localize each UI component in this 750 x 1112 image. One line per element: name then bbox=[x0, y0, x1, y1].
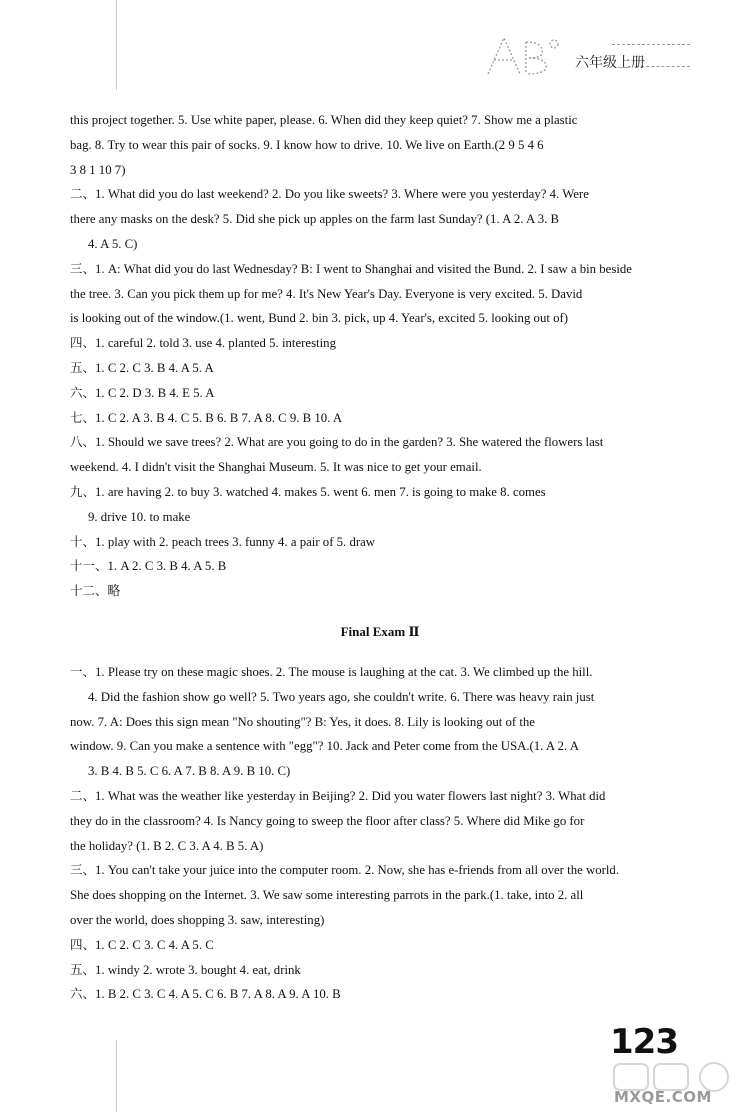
answer-line bbox=[70, 207, 690, 232]
section-number: 十、 bbox=[70, 533, 96, 549]
answer-line bbox=[70, 554, 690, 579]
section-number: 四、 bbox=[70, 936, 96, 952]
section-number: 二、 bbox=[70, 787, 96, 803]
answer-text: over the world, does shopping 3. saw, interesting) bbox=[70, 912, 325, 927]
answer-text: they do in the classroom? 4. Is Nancy going to sweep the floor after class? 5. Where did Mike go for bbox=[70, 813, 585, 828]
answer-text: 1. What did you do last weekend? 2. Do you like sweets? 3. Where were you yesterday? 4. Were bbox=[95, 187, 589, 202]
section-number: 四、 bbox=[70, 335, 96, 351]
answer-line bbox=[70, 710, 690, 735]
section-number: 五、 bbox=[70, 961, 96, 977]
answer-line bbox=[70, 406, 690, 431]
section-number: 三、 bbox=[70, 862, 96, 878]
answer-text: 1. What was the weather like yesterday in Beijing? 2. Did you water flowers last night? 3. What did bbox=[95, 788, 606, 803]
answer-line bbox=[70, 306, 690, 331]
watermark-text: MXQE.COM bbox=[614, 1088, 712, 1106]
answer-text: the tree. 3. Can you pick them up for me? 4. It's New Year's Day. Everyone is very excited. 5. David bbox=[70, 286, 583, 301]
answer-line bbox=[70, 381, 690, 406]
answer-line bbox=[70, 579, 690, 604]
answer-line bbox=[70, 809, 690, 834]
answer-content bbox=[70, 108, 690, 1007]
answer-text: now. 7. A: Does this sign mean "No shouting"? B: Yes, it does. 8. Lily is looking out of the bbox=[70, 714, 535, 729]
answer-text: is looking out of the window.(1. went, Bund 2. bin 3. pick, up 4. Year's, excited 5. looking out of) bbox=[70, 311, 569, 326]
answer-line bbox=[70, 660, 690, 685]
answer-text: 9. drive 10. to make bbox=[88, 509, 191, 524]
answer-line bbox=[70, 759, 690, 784]
answer-text: 1. windy 2. wrote 3. bought 4. eat, drink bbox=[95, 962, 301, 977]
answer-line bbox=[70, 430, 690, 455]
answer-line bbox=[70, 933, 690, 958]
answer-line bbox=[70, 182, 690, 207]
answer-line bbox=[70, 883, 690, 908]
answer-text: 1. careful 2. told 3. use 4. planted 5. interesting bbox=[95, 336, 336, 351]
section-number: 六、 bbox=[70, 384, 96, 400]
answer-line bbox=[70, 480, 690, 505]
answer-line bbox=[70, 505, 690, 530]
answer-line bbox=[70, 331, 690, 356]
answer-line bbox=[70, 282, 690, 307]
section-number: 一、 bbox=[70, 663, 96, 679]
answer-line bbox=[70, 834, 690, 859]
answer-line bbox=[70, 257, 690, 282]
answer-text: 1. C 2. C 3. B 4. A 5. A bbox=[95, 360, 214, 375]
answer-line bbox=[70, 685, 690, 710]
binding-line-top bbox=[116, 0, 117, 90]
answer-text: 4. Did the fashion show go well? 5. Two years ago, she couldn't write. 6. There was heavy rain just bbox=[88, 689, 595, 704]
answer-text: 1. C 2. A 3. B 4. C 5. B 6. B 7. A 8. C 9. B 10. A bbox=[95, 410, 343, 425]
answer-line bbox=[70, 108, 690, 133]
answer-text: She does shopping on the Internet. 3. We saw some interesting parrots in the park.(1. take, into 2. all bbox=[70, 888, 584, 903]
answer-text: 1. Please try on these magic shoes. 2. The mouse is laughing at the cat. 3. We climbed up the hill. bbox=[95, 664, 593, 679]
section-number: 五、 bbox=[70, 359, 96, 375]
answer-line bbox=[70, 158, 690, 183]
section-number: 三、 bbox=[70, 260, 96, 276]
answer-text: 1. A: What did you do last Wednesday? B: I went to Shanghai and visited the Bund. 2. I saw a bin beside bbox=[95, 261, 632, 276]
answer-text: 4. A 5. C) bbox=[88, 236, 138, 251]
answer-text: 1. A 2. C 3. B 4. A 5. B bbox=[107, 559, 227, 574]
answer-line bbox=[70, 784, 690, 809]
answer-block-part1 bbox=[70, 108, 690, 604]
section-number: 十二、 bbox=[70, 583, 108, 599]
book-logo-icon bbox=[482, 30, 572, 80]
answer-line bbox=[70, 232, 690, 257]
answer-text: 3 8 1 10 7) bbox=[70, 162, 126, 177]
answer-line bbox=[70, 530, 690, 555]
answer-line bbox=[70, 908, 690, 933]
answer-text: window. 9. Can you make a sentence with "egg"? 10. Jack and Peter come from the USA.(1. A 2. A bbox=[70, 739, 579, 754]
binding-line-bottom bbox=[116, 1040, 117, 1112]
grade-label: 六年级上册 bbox=[575, 55, 645, 71]
answer-text: 3. B 4. B 5. C 6. A 7. B 8. A 9. B 10. C) bbox=[88, 764, 291, 779]
answer-text: 1. C 2. C 3. C 4. A 5. C bbox=[95, 937, 214, 952]
section-number: 八、 bbox=[70, 434, 96, 450]
answer-line bbox=[70, 734, 690, 759]
answer-text: 1. You can't take your juice into the computer room. 2. Now, she has e-friends from all over the world. bbox=[95, 863, 620, 878]
section-number: 六、 bbox=[70, 986, 96, 1002]
answer-line bbox=[70, 133, 690, 158]
answer-text: 略 bbox=[107, 584, 121, 599]
answer-text: there any masks on the desk? 5. Did she pick up apples on the farm last Sunday? (1. A 2. A 3. B bbox=[70, 212, 560, 227]
page-number: 123 bbox=[610, 1022, 678, 1062]
answer-line bbox=[70, 982, 690, 1007]
header-rule-top bbox=[612, 44, 690, 45]
answer-text: 1. are having 2. to buy 3. watched 4. makes 5. went 6. men 7. is going to make 8. comes bbox=[95, 484, 546, 499]
answer-text: weekend. 4. I didn't visit the Shanghai Museum. 5. It was nice to get your email. bbox=[70, 460, 482, 475]
section-number: 七、 bbox=[70, 409, 96, 425]
answer-text: 1. C 2. D 3. B 4. E 5. A bbox=[95, 385, 215, 400]
answer-text: 1. B 2. C 3. C 4. A 5. C 6. B 7. A 8. A 9. A 10. B bbox=[95, 987, 341, 1002]
answer-text: this project together. 5. Use white paper, please. 6. When did they keep quiet? 7. Show me a plastic bbox=[70, 113, 578, 127]
answer-line bbox=[70, 356, 690, 381]
answer-line bbox=[70, 455, 690, 480]
answer-text: the holiday? (1. B 2. C 3. A 4. B 5. A) bbox=[70, 838, 264, 853]
answer-text: 1. Should we save trees? 2. What are you going to do in the garden? 3. She watered the flowers last bbox=[95, 435, 604, 450]
answer-block-part2 bbox=[70, 660, 690, 1007]
section-number: 二、 bbox=[70, 186, 96, 202]
section-number: 十一、 bbox=[70, 558, 108, 574]
section-number: 九、 bbox=[70, 483, 96, 499]
answer-line bbox=[70, 858, 690, 883]
section-title: Final Exam Ⅱ bbox=[340, 623, 420, 639]
answer-text: bag. 8. Try to wear this pair of socks. 9. I know how to drive. 10. We live on Earth.(2 9 5 4 6 bbox=[70, 137, 544, 152]
answer-text: 1. play with 2. peach trees 3. funny 4. a pair of 5. draw bbox=[95, 534, 376, 549]
answer-line bbox=[70, 958, 690, 983]
